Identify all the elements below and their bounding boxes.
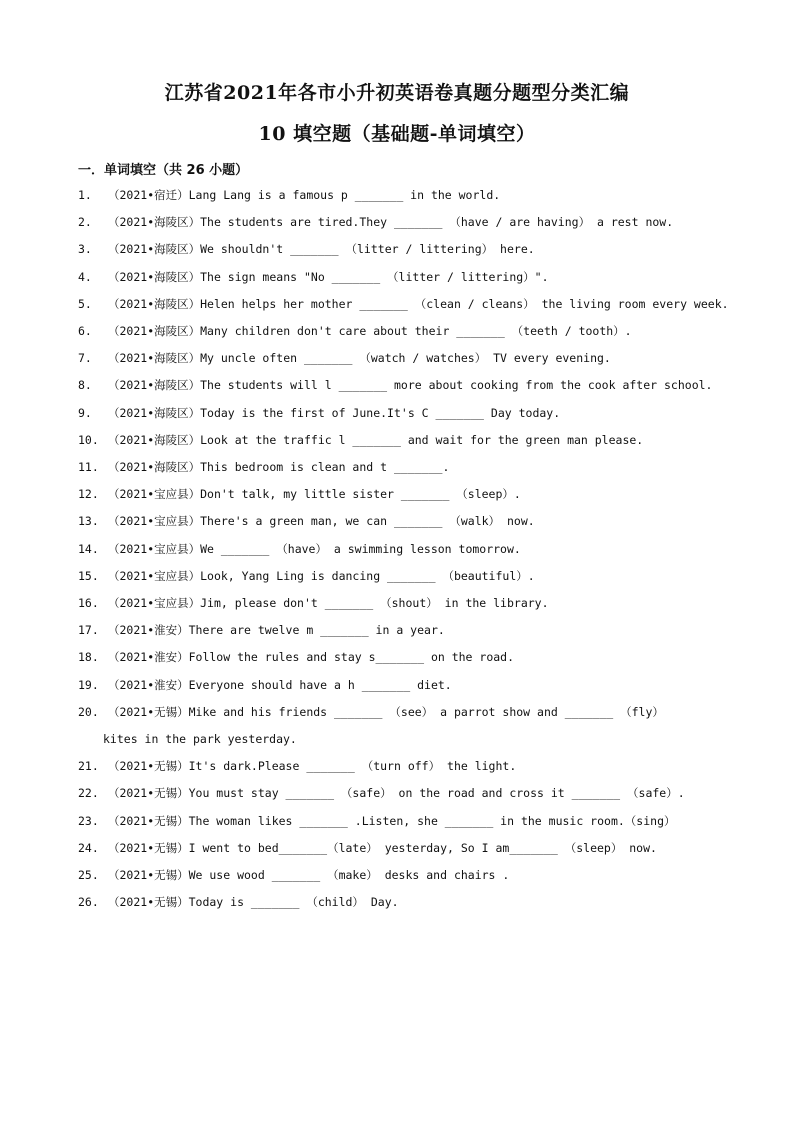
question-text: （2021•无锡）The woman likes _______ .Listen, she _______ in the music room.（sing） [108, 813, 676, 828]
question-item [78, 372, 728, 399]
question-number: 23. [78, 813, 99, 828]
question-text: （2021•海陵区）Today is the first of June.It's C _______ Day today. [108, 405, 561, 420]
question-item [78, 400, 728, 427]
question-item [78, 699, 728, 753]
question-number: 18. [78, 650, 99, 665]
question-item [78, 291, 728, 318]
question-item [78, 182, 728, 209]
document-title: 江苏省2021年各市小升初英语卷真题分题型分类汇编 [164, 82, 630, 104]
question-text: （2021•宝应县）We _______ （have） a swimming lesson tomorrow. [108, 541, 521, 556]
question-number: 20. [78, 704, 99, 719]
question-item [78, 563, 728, 590]
question-item [78, 508, 728, 535]
question-number: 3. [78, 242, 92, 257]
question-number: 14. [78, 541, 99, 556]
question-text: （2021•无锡）Today is _______ （child） Day. [108, 895, 399, 910]
question-item [78, 427, 728, 454]
question-number: 5. [78, 296, 92, 311]
question-item [78, 264, 728, 291]
question-item [78, 753, 728, 780]
question-item [78, 536, 728, 563]
question-item [78, 862, 728, 889]
question-number: 15. [78, 568, 99, 583]
question-text: （2021•无锡）Mike and his friends _______ （see） a parrot show and _______ （fly） [108, 704, 664, 719]
question-text: （2021•海陵区）We shouldn't _______ （litter / littering） here. [108, 242, 535, 257]
question-number: 12. [78, 487, 99, 502]
question-item [78, 672, 728, 699]
question-text: （2021•无锡）We use wood _______ （make） desks and chairs . [108, 868, 510, 882]
question-number: 9. [78, 405, 92, 420]
question-item [78, 481, 728, 508]
question-text: （2021•淮安）Follow the rules and stay s_______ on the road. [108, 650, 515, 665]
question-text: （2021•宿迁）Lang Lang is a famous p _______ in the world. [108, 188, 501, 202]
question-text: （2021•宝应县）There's a green man, we can _______ （walk） now. [108, 514, 535, 529]
question-text-continued: kites in the park yesterday. [103, 732, 297, 746]
question-number: 26. [78, 895, 99, 910]
question-item [78, 590, 728, 617]
question-number: 17. [78, 623, 99, 638]
question-number: 22. [78, 786, 99, 801]
question-number: 2. [78, 215, 92, 230]
question-item [78, 345, 728, 372]
question-number: 10. [78, 432, 99, 447]
question-text: （2021•淮安）Everyone should have a h _______ diet. [108, 677, 452, 692]
question-text: （2021•海陵区）This bedroom is clean and t _______. [108, 460, 450, 474]
section-heading: 一．单词填空（共 26 小题） [78, 163, 249, 178]
question-number: 6. [78, 324, 92, 338]
question-number: 16. [78, 596, 99, 610]
question-text: （2021•无锡）I went to bed_______（late） yesterday, So I am_______ （sleep） now. [108, 840, 657, 855]
question-text: （2021•海陵区）Helen helps her mother _______ （clean / cleans） the living room every week. [108, 296, 729, 311]
question-number: 21. [78, 759, 99, 774]
question-number: 8. [78, 378, 92, 393]
question-text: （2021•宝应县）Jim, please don't _______ （shout） in the library. [108, 596, 549, 610]
question-item [78, 454, 728, 481]
question-item [78, 617, 728, 644]
question-item [78, 318, 728, 345]
question-item [78, 236, 728, 263]
question-text: （2021•淮安）There are twelve m _______ in a year. [108, 623, 445, 638]
question-number: 13. [78, 514, 99, 529]
question-text: （2021•海陵区）The sign means "No _______ （litter / littering）". [108, 269, 549, 284]
question-text: （2021•宝应县）Look, Yang Ling is dancing _______ （beautiful）. [108, 568, 535, 583]
question-number: 4. [78, 269, 92, 284]
question-number: 19. [78, 677, 99, 692]
question-item [78, 209, 728, 236]
question-number: 7. [78, 351, 92, 366]
question-item [78, 780, 728, 807]
question-number: 25. [78, 868, 99, 882]
question-text: （2021•海陵区）My uncle often _______ （watch / watches） TV every evening. [108, 351, 611, 366]
question-text: （2021•海陵区）The students are tired.They _______ （have / are having） a rest now. [108, 215, 674, 230]
question-number: 1. [78, 188, 92, 202]
question-text: （2021•宝应县）Don't talk, my little sister _______ （sleep）. [108, 487, 521, 502]
question-text: （2021•海陵区）Many children don't care about their _______ （teeth / tooth）. [108, 324, 632, 338]
question-text: （2021•海陵区）Look at the traffic l _______ and wait for the green man please. [108, 432, 644, 447]
question-item [78, 644, 728, 671]
question-text: （2021•无锡）You must stay _______ （safe） on the road and cross it _______ （safe）. [108, 786, 685, 801]
question-item [78, 835, 728, 862]
document-subtitle: 10 填空题（基础题-单词填空） [258, 123, 536, 145]
question-number: 24. [78, 840, 99, 855]
question-text: （2021•无锡）It's dark.Please _______ （turn off） the light. [108, 759, 517, 774]
question-number: 11. [78, 460, 99, 474]
question-item [78, 889, 728, 916]
question-text: （2021•海陵区）The students will l _______ more about cooking from the cook after school. [108, 378, 713, 393]
question-item [78, 808, 728, 835]
